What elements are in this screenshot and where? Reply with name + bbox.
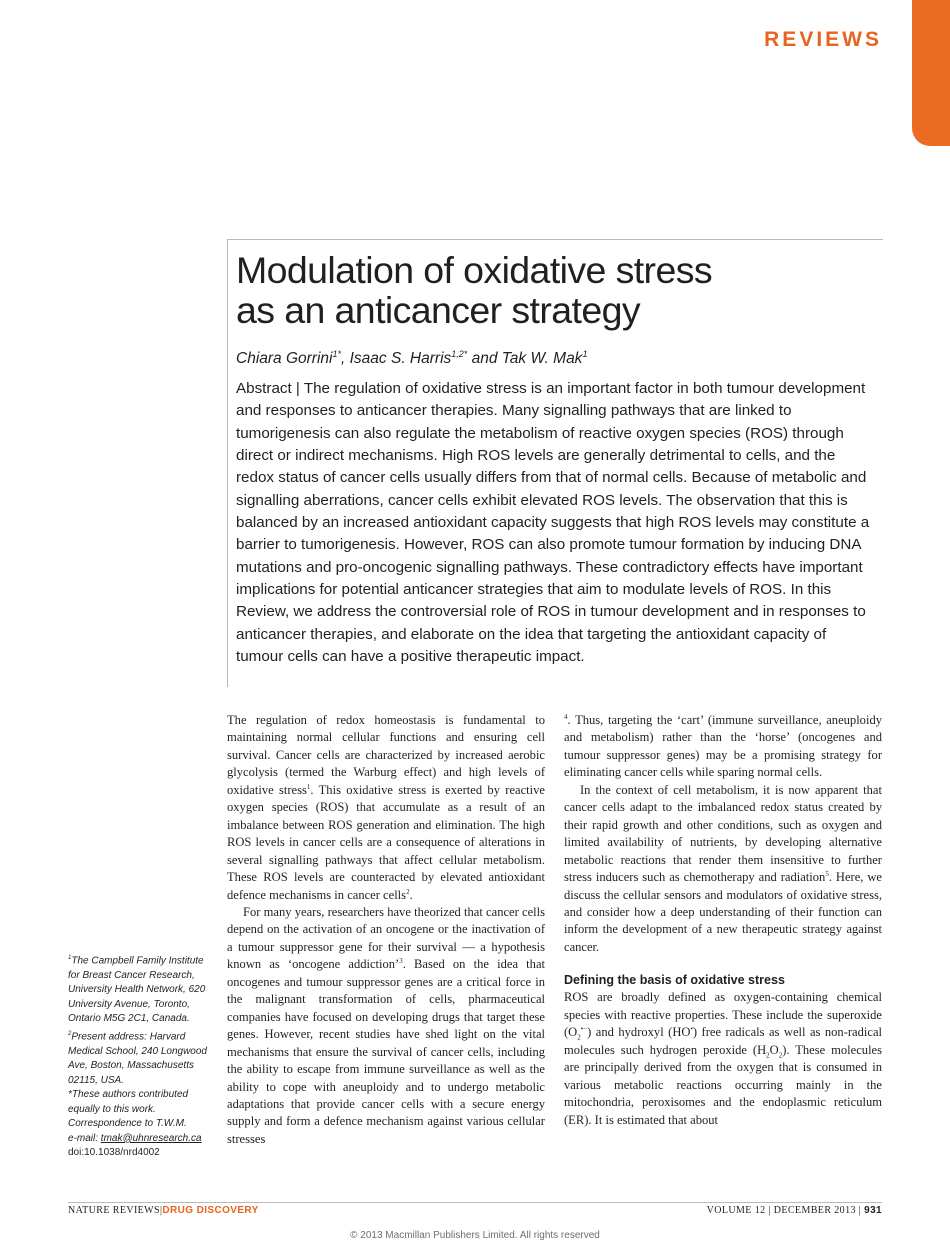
affiliation-mark: 1 <box>68 955 72 961</box>
superscript: •− <box>580 1025 588 1034</box>
author-list <box>236 349 587 368</box>
author-name: Isaac S. Harris <box>349 350 452 368</box>
email-label: e-mail: <box>68 1132 101 1144</box>
author-separator: and <box>467 350 502 368</box>
body-text: ) and hydroxyl (HO <box>587 1025 691 1040</box>
page-number: 931 <box>864 1205 882 1216</box>
body-text: The regulation of redox homeostasis is fundamental to maintaining normal cellular functions and ensuring cell survival. Cancer cells are characterized by increased aerobic glycolysis (termed the Warburg effect) and high levels of oxidative stress <box>227 713 545 797</box>
subscript: 2 <box>577 1033 581 1042</box>
section-label: REVIEWS <box>764 28 882 51</box>
body-text: O <box>769 1042 779 1057</box>
body-text: . Thus, targeting the ‘cart’ (immune surveillance, aneuploidy and metabolism) rather than the ‘horse’ (oncogenes and tumour suppressor genes) may be a promising strategy for eliminating cancer cells while sparing normal cells. <box>564 713 882 780</box>
reference-mark[interactable]: 3 <box>399 957 403 966</box>
orange-section-tab <box>912 0 950 146</box>
footer-separator: | <box>858 1205 862 1216</box>
volume: VOLUME 12 <box>706 1205 766 1216</box>
affiliation-mark: 2 <box>68 1030 72 1037</box>
body-paragraph <box>564 989 882 1129</box>
affiliations-sidebar <box>68 951 216 1161</box>
author-separator: , <box>341 350 350 368</box>
author-name: Tak W. Mak <box>501 350 583 368</box>
body-text: . This oxidative stress is exerted by reactive oxygen species (ROS) that accumulate as a result of an imbalance between ROS generation and elimination. The high ROS levels in cancer cells are a consequence of alterations in several signalling pathways that affect cellular metabolism. These ROS levels are counteracted by elevated antioxidant defence mechanisms in cancer cells <box>227 782 545 902</box>
body-paragraph <box>564 782 882 957</box>
body-text: ). These molecules are principally derived from the oxygen that is consumed in various metabolic reactions occurring mainly in the mitochondria, peroxisomes and the endoplasmic reticulum (ER). It is estimated that about <box>564 1042 883 1127</box>
author-affil-mark: 1,2* <box>451 349 468 359</box>
body-paragraph <box>564 712 882 782</box>
body-paragraph <box>227 904 545 1148</box>
body-column-left <box>227 712 545 1148</box>
email-link[interactable]: tmak@uhnresearch.ca <box>100 1132 202 1144</box>
footer-volume <box>707 1205 882 1216</box>
title-side-rule <box>227 239 228 687</box>
issue-date: DECEMBER 2013 <box>773 1205 856 1216</box>
affiliation-text: Present address: Harvard Medical School, 240 Longwood Ave, Boston, Massachusetts 02115, USA. <box>68 1031 207 1086</box>
body-text: ) free radicals as well as non-radical molecules such hydrogen peroxide (H <box>564 1025 883 1057</box>
reference-mark[interactable]: 5 <box>825 869 829 878</box>
subscript: 2 <box>778 1051 783 1060</box>
title-line-1: Modulation of oxidative stress <box>236 249 713 291</box>
footer-separator: | <box>159 1205 163 1216</box>
footer-journal <box>68 1205 259 1216</box>
footer-rule <box>68 1202 882 1203</box>
email-line <box>68 1132 216 1147</box>
title-top-rule <box>227 239 883 240</box>
body-text: ROS are broadly defined as oxygen-containing chemical species with reactive properties. These include the superoxide (O <box>564 990 882 1040</box>
affiliation <box>68 951 216 1027</box>
author-affil-mark: 1* <box>332 349 341 359</box>
section-heading: Defining the basis of oxidative stress <box>564 973 785 988</box>
author-affil-mark: 1 <box>582 349 588 359</box>
body-text: For many years, researchers have theorized that cancer cells depend on the activation of an oncogene or the inactivation of a tumour suppressor gene for their survival — a hypothesis known as ‘oncogene addiction’ <box>227 904 545 972</box>
body-text: . Here, we discuss the cellular sensors and modulators of oxidative stress, and consider how a deep understanding of their function can inform the development of a new therapeutic strategy against cancer. <box>564 870 882 954</box>
subscript: 2 <box>766 1051 770 1060</box>
body-text: In the context of cell metabolism, it is now apparent that cancer cells adapt to the imbalanced redox status created by their rapid growth and other conditions, such as oxygen and limited availability of nutrients, by developing alternative metabolic reactions that render them insensitive to further stress inducers such as chemotherapy and radiation <box>564 782 882 885</box>
equal-contribution-note: *These authors contributed equally to this work. <box>68 1089 189 1115</box>
reference-mark[interactable]: 4 <box>564 712 568 721</box>
reference-mark[interactable]: 2 <box>406 887 410 896</box>
journal-name: NATURE REVIEWS <box>68 1205 160 1216</box>
reference-mark[interactable]: 1 <box>306 782 311 791</box>
affiliation-text: The Campbell Family Institute for Breast Cancer Research, University Health Network, 620 University Avenue, Toronto, Ontario M5G 2C1, Canada. <box>68 955 206 1025</box>
body-paragraph <box>227 712 545 904</box>
title-line-2: as an anticancer strategy <box>236 289 640 331</box>
body-text: . Based on the idea that oncogenes and tumour suppressor genes are a critical force in the malignant transformation of cells, pharmaceutical companies have focused on developing drugs that target these genes. However, recent studies have shed light on the vital mechanisms that ensure the survival of cancer cells, including the ability to escape from immune surveillance as well as the ability to cope with aneuploidy and to undergo metabolic adaptations that provide cancer cells with a secure energy supply and form a defence mechanism against various cellular stresses <box>227 957 545 1146</box>
superscript: • <box>690 1025 693 1034</box>
journal-subtitle: DRUG DISCOVERY <box>162 1205 259 1216</box>
article-title <box>236 250 712 330</box>
copyright: © 2013 Macmillan Publishers Limited. All rights reserved <box>350 1230 600 1241</box>
author-name: Chiara Gorrini <box>236 350 333 368</box>
correspondence: Correspondence to T.W.M. <box>68 1118 187 1130</box>
footer-separator: | <box>768 1205 771 1216</box>
body-text: . <box>409 887 413 902</box>
abstract: Abstract | The regulation of oxidative stress is an important factor in both tumour development and responses to anticancer therapies. Many signalling pathways that are linked to tumorigenesis can also regulate the metabolism of reactive oxygen species (ROS) through direct or indirect mechanisms. High ROS levels are generally detrimental to cells, and the redox status of cancer cells usually differs from that of normal cells. Because of metabolic and signalling aberrations, cancer cells exhibit elevated ROS levels. The observation that this is balanced by an increased antioxidant capacity suggests that high ROS levels may constitute a barrier to tumorigenesis. However, ROS can also promote tumour formation by inducing DNA mutations and pro-oncogenic signalling pathways. These contradictory effects have important implications for potential anticancer strategies that aim to modulate levels of ROS. In this Review, we address the controversial role of ROS in tumour development and in responses to anticancer therapies, and elaborate on the idea that targeting the antioxidant capacity of tumour cells can have a positive therapeutic impact. <box>236 380 870 666</box>
doi[interactable]: doi:10.1038/nrd4002 <box>68 1147 160 1159</box>
body-column-right <box>564 712 882 1129</box>
affiliation <box>68 1027 216 1088</box>
